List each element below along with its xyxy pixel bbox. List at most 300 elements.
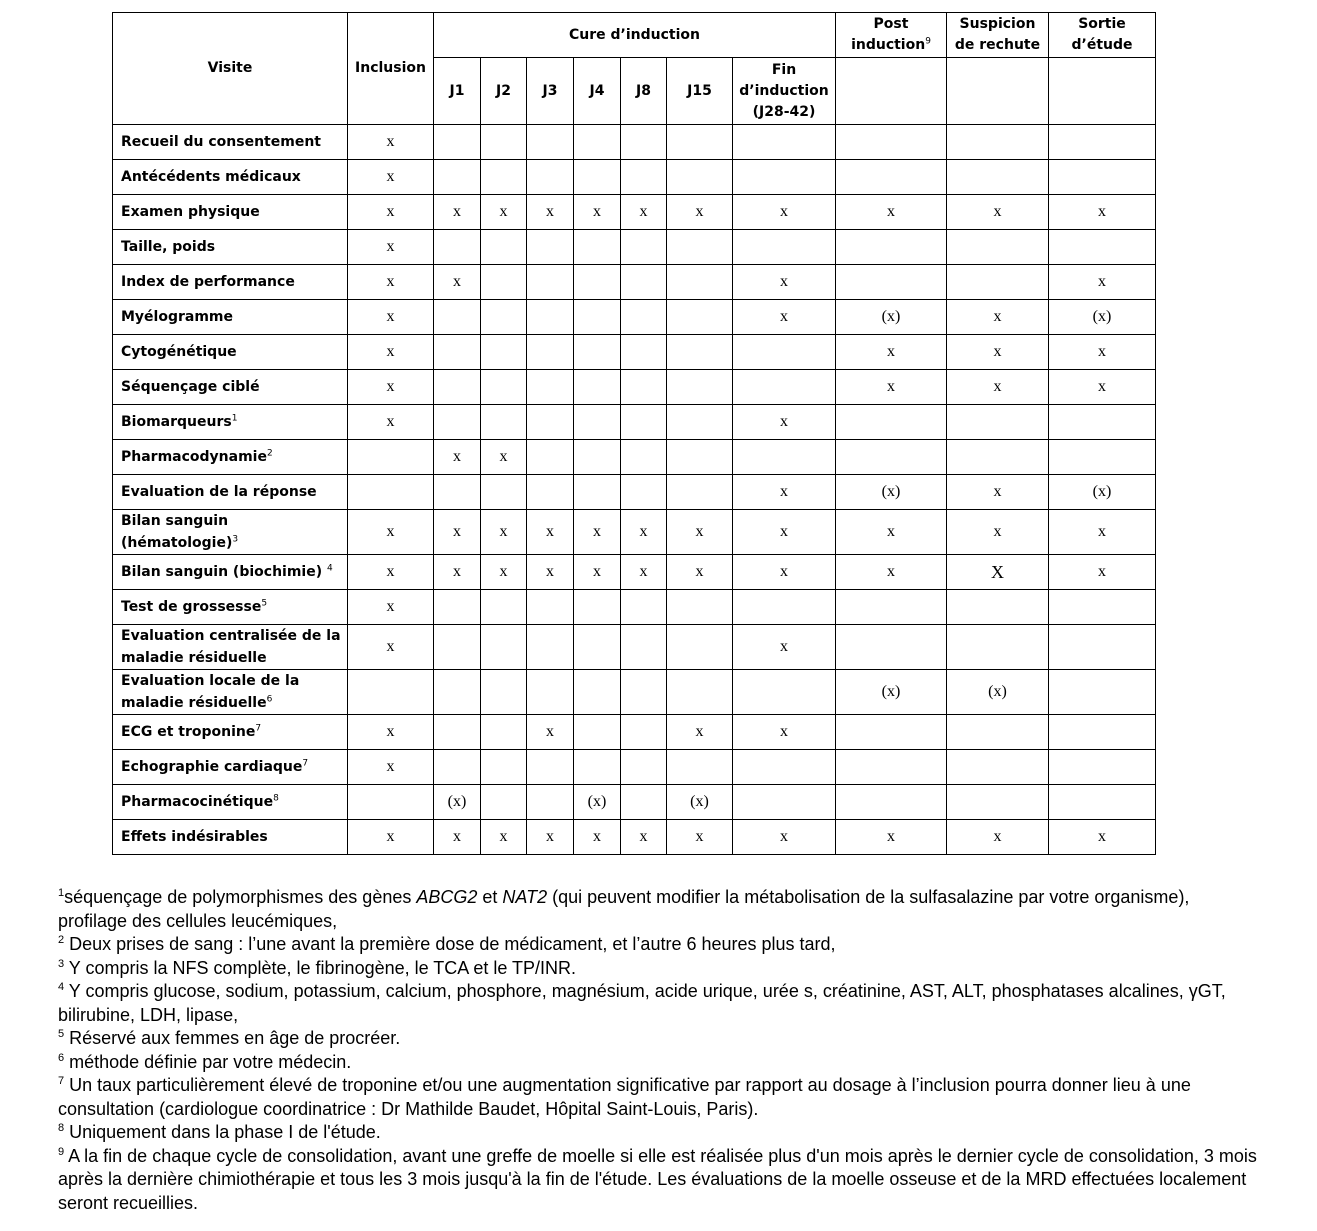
footnote	[58, 1051, 1258, 1075]
schedule-cell	[574, 440, 621, 475]
schedule-cell	[434, 475, 481, 510]
schedule-cell: x	[667, 195, 733, 230]
schedule-cell: x	[1049, 335, 1156, 370]
table-row	[113, 475, 1156, 510]
schedule-cell	[527, 625, 574, 670]
schedule-cell	[574, 125, 621, 160]
schedule-cell: x	[733, 625, 836, 670]
schedule-cell	[667, 265, 733, 300]
schedule-cell: x	[947, 820, 1049, 855]
schedule-cell: x	[348, 300, 434, 335]
schedule-cell	[667, 160, 733, 195]
schedule-cell	[574, 265, 621, 300]
footnote-ref: 9	[925, 36, 931, 47]
schedule-cell	[348, 475, 434, 510]
table-row	[113, 590, 1156, 625]
schedule-cell	[621, 300, 667, 335]
schedule-cell	[947, 125, 1049, 160]
header-fin-induction: Fin d’induction (J28-42)	[733, 58, 836, 125]
schedule-cell	[527, 370, 574, 405]
schedule-cell	[667, 475, 733, 510]
schedule-cell	[621, 475, 667, 510]
schedule-cell	[434, 715, 481, 750]
schedule-cell: x	[733, 405, 836, 440]
row-label: Effets indésirables	[113, 820, 348, 855]
schedule-cell	[481, 405, 527, 440]
schedule-cell: x	[574, 510, 621, 555]
schedule-cell: x	[836, 510, 947, 555]
schedule-cell: x	[481, 440, 527, 475]
header-sortie-etude: Sortie d’étude	[1049, 13, 1156, 58]
schedule-cell	[947, 590, 1049, 625]
schedule-cell: x	[481, 555, 527, 590]
schedule-cell: x	[481, 510, 527, 555]
schedule-cell	[1049, 405, 1156, 440]
schedule-cell	[836, 230, 947, 265]
row-label: ECG et troponine$^7$	[113, 715, 348, 750]
schedule-cell: x	[836, 335, 947, 370]
schedule-cell	[481, 265, 527, 300]
schedule-cell	[481, 625, 527, 670]
footnote-number: 5	[58, 1028, 65, 1040]
schedule-cell	[621, 125, 667, 160]
row-label: Examen physique	[113, 195, 348, 230]
schedule-cell: x	[733, 510, 836, 555]
footnote-number: 2	[58, 934, 65, 946]
footnote-text: Uniquement dans la phase I de l'étude.	[64, 1122, 381, 1142]
schedule-cell: x	[621, 510, 667, 555]
header-day: J8	[621, 58, 667, 125]
schedule-cell	[667, 230, 733, 265]
schedule-cell: x	[733, 265, 836, 300]
row-label: Antécédents médicaux	[113, 160, 348, 195]
row-label: Biomarqueurs$^1$	[113, 405, 348, 440]
row-label: Echographie cardiaque$^7$	[113, 750, 348, 785]
schedule-cell	[947, 785, 1049, 820]
footnote	[58, 1074, 1258, 1121]
schedule-cell	[481, 670, 527, 715]
schedule-cell	[947, 230, 1049, 265]
header-empty	[836, 58, 947, 125]
schedule-cell	[621, 625, 667, 670]
schedule-cell: x	[348, 125, 434, 160]
schedule-cell: x	[733, 300, 836, 335]
schedule-cell	[574, 335, 621, 370]
schedule-cell: x	[481, 195, 527, 230]
footnote	[58, 886, 1258, 933]
table-row	[113, 230, 1156, 265]
header-suspicion-rechute: Suspicion de rechute	[947, 13, 1049, 58]
row-label: Bilan sanguin (hématologie)$^3$	[113, 510, 348, 555]
schedule-cell	[667, 300, 733, 335]
footnote	[58, 957, 1258, 981]
table-row	[113, 750, 1156, 785]
footnote-ref: 2	[266, 448, 273, 459]
schedule-cell: (x)	[434, 785, 481, 820]
schedule-cell	[733, 670, 836, 715]
schedule-cell: x	[434, 820, 481, 855]
schedule-cell	[1049, 440, 1156, 475]
schedule-cell	[434, 230, 481, 265]
schedule-cell	[434, 670, 481, 715]
schedule-cell	[733, 440, 836, 475]
table-row	[113, 160, 1156, 195]
schedule-cell	[434, 160, 481, 195]
schedule-cell: X	[947, 555, 1049, 590]
schedule-cell: x	[348, 750, 434, 785]
footnote-number: 1	[58, 887, 65, 899]
schedule-cell: x	[527, 195, 574, 230]
row-label: Cytogénétique	[113, 335, 348, 370]
footnote	[58, 1145, 1258, 1216]
schedule-cell	[1049, 125, 1156, 160]
schedule-cell: x	[947, 195, 1049, 230]
schedule-cell	[733, 750, 836, 785]
schedule-cell	[574, 405, 621, 440]
table-row	[113, 195, 1156, 230]
schedule-cell	[1049, 670, 1156, 715]
schedule-cell: x	[836, 555, 947, 590]
header-day: J15	[667, 58, 733, 125]
schedule-cell	[481, 160, 527, 195]
table-row	[113, 785, 1156, 820]
schedule-cell	[527, 475, 574, 510]
row-label: Taille, poids	[113, 230, 348, 265]
schedule-cell	[574, 670, 621, 715]
schedule-cell	[733, 160, 836, 195]
schedule-cell: x	[434, 510, 481, 555]
row-label: Recueil du consentement	[113, 125, 348, 160]
schedule-cell: x	[527, 555, 574, 590]
footnote-text: Y compris la NFS complète, le fibrinogène, le TCA et le TP/INR.	[64, 957, 577, 978]
schedule-cell	[621, 785, 667, 820]
schedule-cell	[667, 335, 733, 370]
schedule-cell	[527, 265, 574, 300]
footnote	[58, 933, 1258, 957]
table-row	[113, 625, 1156, 670]
schedule-cell	[621, 715, 667, 750]
schedule-cell	[527, 440, 574, 475]
table-row	[113, 125, 1156, 160]
schedule-cell	[733, 335, 836, 370]
schedule-cell	[733, 590, 836, 625]
schedule-cell: (x)	[1049, 475, 1156, 510]
schedule-cell	[947, 265, 1049, 300]
schedule-cell: x	[348, 405, 434, 440]
schedule-cell	[574, 160, 621, 195]
schedule-cell: x	[621, 195, 667, 230]
schedule-cell: x	[733, 820, 836, 855]
schedule-cell	[836, 405, 947, 440]
schedule-cell	[667, 440, 733, 475]
schedule-cell	[1049, 160, 1156, 195]
schedule-cell	[1049, 785, 1156, 820]
schedule-cell	[574, 715, 621, 750]
schedule-cell	[733, 785, 836, 820]
table-row	[113, 670, 1156, 715]
schedule-cell: x	[348, 370, 434, 405]
footnote-text: A la fin de chaque cycle de consolidation, avant une greffe de moelle si elle est réalisée plus d'un mois après le dernier cycle de consolidation, 3 mois après la dernière chimiothérapie et tous les 3 mois jusqu'à la fin de l'étude. Les évaluations de la moelle osseuse et de la MRD effectuées localement seront recueillies.	[58, 1145, 1257, 1213]
header-day: J4	[574, 58, 621, 125]
header-day: J2	[481, 58, 527, 125]
schedule-cell	[621, 670, 667, 715]
schedule-cell: x	[1049, 510, 1156, 555]
schedule-cell	[667, 370, 733, 405]
schedule-cell	[348, 785, 434, 820]
header-day: J1	[434, 58, 481, 125]
footnote-ref: 7	[255, 723, 262, 734]
schedule-cell: x	[574, 820, 621, 855]
row-label: Myélogramme	[113, 300, 348, 335]
footnote-ref: 6	[266, 694, 273, 705]
footnote	[58, 980, 1258, 1027]
schedule-cell	[527, 125, 574, 160]
row-label: Index de performance	[113, 265, 348, 300]
schedule-cell	[434, 405, 481, 440]
schedule-cell: x	[527, 510, 574, 555]
schedule-cell: x	[348, 590, 434, 625]
schedule-cell: x	[434, 440, 481, 475]
row-label: Pharmacocinétique$^8$	[113, 785, 348, 820]
footnote-ref: 5	[261, 598, 268, 609]
footnote-text: séquençage de polymorphismes des gènes	[64, 887, 417, 907]
schedule-cell: x	[1049, 195, 1156, 230]
schedule-cell	[667, 750, 733, 785]
header-empty	[1049, 58, 1156, 125]
schedule-cell	[733, 230, 836, 265]
schedule-cell	[481, 335, 527, 370]
schedule-cell	[574, 750, 621, 785]
schedule-cell: (x)	[836, 475, 947, 510]
header-inclusion: Inclusion	[348, 13, 434, 125]
footnote-number: 9	[58, 1145, 65, 1158]
footnote-ref: 4	[327, 563, 333, 574]
schedule-cell	[1049, 715, 1156, 750]
schedule-cell: x	[348, 265, 434, 300]
footnote-text: Un taux particulièrement élevé de troponine et/ou une augmentation significative par rapport au dosage à l’inclusion pourra donner lieu à une consultation (cardiologue coordinatrice : Dr Mathilde Baudet, Hôpital Saint-Louis, Paris).	[58, 1075, 1191, 1119]
footnote-number: 6	[58, 1051, 65, 1064]
schedule-cell	[527, 590, 574, 625]
schedule-cell	[836, 125, 947, 160]
schedule-cell	[527, 335, 574, 370]
schedule-cell	[947, 440, 1049, 475]
schedule-cell	[481, 370, 527, 405]
schedule-cell	[621, 370, 667, 405]
schedule-cell	[527, 785, 574, 820]
footnote-text: Y compris glucose, sodium, potassium, calcium, phosphore, magnésium, acide urique, urée s, créatinine, AST, ALT, phosphatases alcalines, γGT, bilirubine, LDH, lipase,	[58, 981, 1226, 1025]
schedule-cell: x	[348, 510, 434, 555]
header-day: J3	[527, 58, 574, 125]
visit-schedule-table	[112, 12, 1156, 855]
footnote-text: Réservé aux femmes en âge de procréer.	[64, 1028, 401, 1048]
schedule-cell: x	[733, 555, 836, 590]
schedule-cell	[947, 625, 1049, 670]
schedule-cell	[527, 670, 574, 715]
row-label: Test de grossesse$^5$	[113, 590, 348, 625]
schedule-cell: x	[348, 335, 434, 370]
schedule-cell: x	[733, 475, 836, 510]
schedule-cell	[836, 625, 947, 670]
schedule-cell: (x)	[836, 670, 947, 715]
row-label: Evaluation de la réponse	[113, 475, 348, 510]
schedule-cell	[527, 230, 574, 265]
schedule-cell	[527, 160, 574, 195]
gene-name: NAT2	[502, 887, 548, 907]
header-visite: Visite	[113, 13, 348, 125]
schedule-cell: x	[947, 300, 1049, 335]
schedule-cell: x	[621, 820, 667, 855]
schedule-cell	[481, 590, 527, 625]
schedule-cell	[836, 750, 947, 785]
schedule-cell	[621, 335, 667, 370]
schedule-cell	[667, 590, 733, 625]
schedule-cell: x	[667, 715, 733, 750]
schedule-cell	[481, 785, 527, 820]
footnote-ref: 8	[273, 793, 279, 804]
row-label: Evaluation locale de la maladie résiduelle$^6$	[113, 670, 348, 715]
schedule-cell	[836, 265, 947, 300]
table-row	[113, 405, 1156, 440]
schedule-cell	[434, 125, 481, 160]
schedule-cell: x	[836, 820, 947, 855]
schedule-cell: x	[947, 475, 1049, 510]
schedule-cell	[481, 300, 527, 335]
schedule-cell: (x)	[1049, 300, 1156, 335]
row-label: Evaluation centralisée de la maladie résiduelle	[113, 625, 348, 670]
footnote-ref: 1	[231, 413, 238, 424]
schedule-cell: x	[1049, 555, 1156, 590]
schedule-cell	[621, 265, 667, 300]
schedule-cell	[348, 440, 434, 475]
schedule-cell	[947, 160, 1049, 195]
table-row	[113, 820, 1156, 855]
schedule-cell	[621, 230, 667, 265]
schedule-cell: x	[1049, 370, 1156, 405]
schedule-cell	[574, 625, 621, 670]
schedule-cell: x	[348, 195, 434, 230]
schedule-cell: (x)	[836, 300, 947, 335]
schedule-cell	[733, 125, 836, 160]
schedule-cell: x	[667, 820, 733, 855]
row-label: Séquençage ciblé	[113, 370, 348, 405]
schedule-cell: x	[348, 160, 434, 195]
schedule-cell	[481, 125, 527, 160]
schedule-cell	[947, 750, 1049, 785]
schedule-cell	[667, 670, 733, 715]
table-row	[113, 715, 1156, 750]
schedule-cell: x	[348, 230, 434, 265]
schedule-cell	[836, 160, 947, 195]
schedule-cell	[947, 715, 1049, 750]
schedule-cell	[434, 335, 481, 370]
row-label: Bilan sanguin (biochimie) $^4$	[113, 555, 348, 590]
table-row	[113, 510, 1156, 555]
table-body	[113, 125, 1156, 855]
footnote-ref: 7	[302, 758, 309, 769]
footnote-number: 8	[58, 1122, 65, 1134]
schedule-cell: x	[527, 820, 574, 855]
footnote-number: 3	[58, 957, 65, 970]
schedule-cell	[574, 300, 621, 335]
schedule-cell: x	[621, 555, 667, 590]
schedule-cell	[527, 300, 574, 335]
schedule-cell	[1049, 590, 1156, 625]
schedule-cell	[434, 625, 481, 670]
schedule-cell	[836, 715, 947, 750]
schedule-cell: x	[434, 265, 481, 300]
table-row	[113, 265, 1156, 300]
schedule-cell: x	[836, 370, 947, 405]
schedule-cell	[621, 590, 667, 625]
schedule-cell	[836, 590, 947, 625]
schedule-cell	[434, 300, 481, 335]
schedule-cell: x	[481, 820, 527, 855]
schedule-cell	[1049, 230, 1156, 265]
footnote-text: méthode définie par votre médecin.	[64, 1051, 352, 1072]
schedule-cell: x	[348, 625, 434, 670]
schedule-cell	[481, 230, 527, 265]
schedule-cell: x	[527, 715, 574, 750]
schedule-cell	[836, 440, 947, 475]
table-row	[113, 440, 1156, 475]
schedule-cell	[574, 475, 621, 510]
header-empty	[947, 58, 1049, 125]
footnote-number: 7	[58, 1075, 65, 1087]
schedule-cell	[481, 715, 527, 750]
footnote-text: et	[477, 887, 503, 907]
schedule-cell	[574, 370, 621, 405]
gene-name: ABCG2	[416, 887, 478, 907]
schedule-cell	[1049, 625, 1156, 670]
table-row	[113, 370, 1156, 405]
footnote-text: (qui peuvent modifier la métabolisation de la sulfasalazine par votre organisme), profilage des cellules leucémiques,	[58, 887, 1190, 931]
schedule-cell	[348, 670, 434, 715]
schedule-cell: x	[667, 555, 733, 590]
schedule-cell	[621, 160, 667, 195]
schedule-cell: x	[574, 555, 621, 590]
schedule-cell	[667, 405, 733, 440]
footnote	[58, 1121, 1258, 1145]
schedule-cell	[434, 370, 481, 405]
schedule-cell	[836, 785, 947, 820]
footnote	[58, 1027, 1258, 1051]
header-cure-induction: Cure d’induction	[434, 13, 836, 58]
schedule-cell	[621, 405, 667, 440]
row-label: Pharmacodynamie$^2$	[113, 440, 348, 475]
footnote-ref: 3	[232, 534, 239, 545]
schedule-cell: x	[836, 195, 947, 230]
footnotes	[58, 886, 1258, 1215]
header-post-induction: Post induction$^9$	[836, 13, 947, 58]
header-row-top	[113, 13, 1156, 58]
schedule-cell: x	[1049, 265, 1156, 300]
schedule-cell	[574, 590, 621, 625]
footnote-number: 4	[58, 981, 65, 993]
schedule-cell	[621, 440, 667, 475]
schedule-cell	[667, 625, 733, 670]
schedule-cell: (x)	[947, 670, 1049, 715]
table-row	[113, 555, 1156, 590]
schedule-cell	[481, 475, 527, 510]
schedule-cell	[434, 750, 481, 785]
schedule-cell	[1049, 750, 1156, 785]
schedule-cell: (x)	[667, 785, 733, 820]
schedule-cell	[527, 405, 574, 440]
schedule-cell: x	[434, 555, 481, 590]
schedule-cell: x	[348, 820, 434, 855]
footnote-text: Deux prises de sang : l’une avant la première dose de médicament, et l’autre 6 heures plus tard,	[64, 934, 836, 954]
schedule-cell: x	[434, 195, 481, 230]
